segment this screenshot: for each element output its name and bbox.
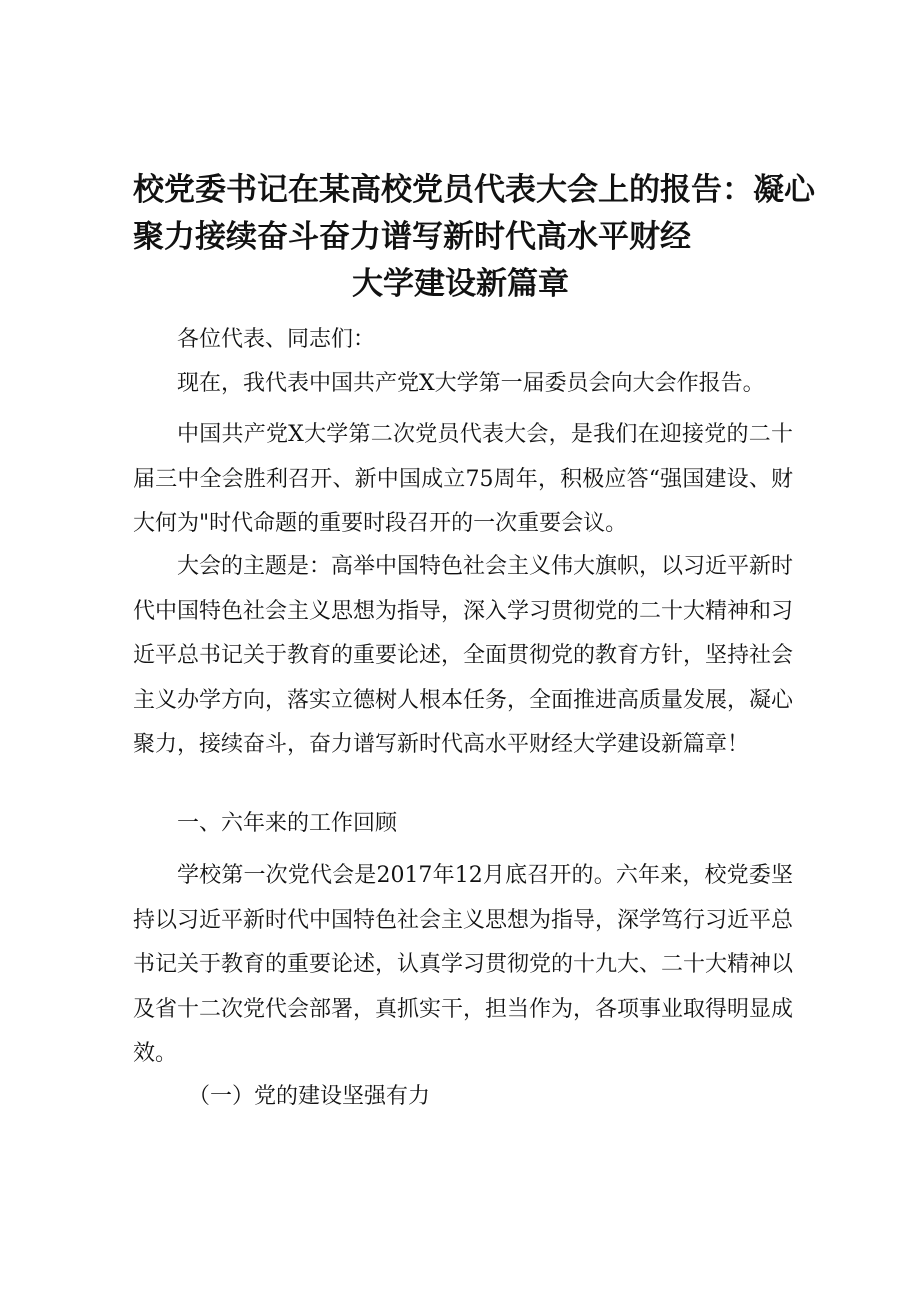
salutation-paragraph: 各位代表、同志们： [177, 327, 376, 352]
theme-paragraph: 大会的主题是：高举中国特色社会主义伟大旗帜，以习近平新时代中国特色社会主义思想为指导，深入学习贯彻党的二十大精神和习近平总书记关于教育的重要论述，全面贯彻党的教育方针，坚持社会主义办学方向，落实立德树人根本任务，全面推进高质量发展，凝心聚力，接续奋斗，奋力谱写新时代高水平财经大学建设新篇章！ [133, 554, 794, 757]
title-line-1: 校党委书记在某高校党员代表大会上的报告：凝心 [133, 172, 815, 208]
title-line-2: 聚力接续奋斗奋力谱写新时代高水平财经 [133, 219, 691, 255]
congress-intro-paragraph: 中国共产党X大学第二次党员代表大会，是我们在迎接党的二十届三中全会胜利召开、新中国成立75周年，积极应答“强国建设、财大何为"时代命题的重要时段召开的一次重要会议。 [133, 422, 793, 536]
document-title [133, 167, 815, 308]
opening-paragraph: 现在，我代表中国共产党X大学第一届委员会向大会作报告。 [177, 371, 765, 396]
title-line-3: 大学建设新篇章 [352, 266, 569, 302]
section-one-heading: 一、六年来的工作回顾 [177, 811, 398, 836]
review-paragraph: 学校第一次党代会是2017年12月底召开的。六年来，校党委坚持以习近平新时代中国特色社会主义思想为指导，深学笃行习近平总书记关于教育的重要论述，认真学习贯彻党的十九大、二十大精神以及省十二次党代会部署，真抓实干，担当作为，各项事业取得明显成效。 [133, 863, 794, 1066]
subsection-one-heading: （一）党的建设坚强有力 [188, 1084, 431, 1109]
